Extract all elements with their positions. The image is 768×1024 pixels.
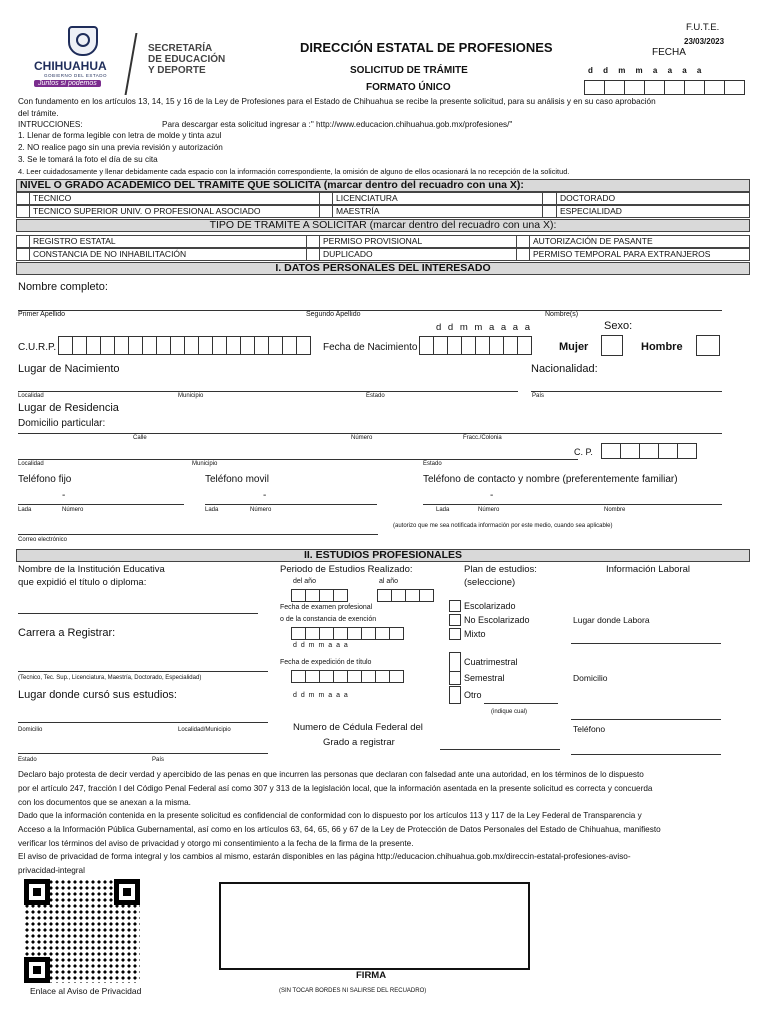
otro-line[interactable] xyxy=(484,703,558,704)
telefono-movil-label: Teléfono movil xyxy=(205,474,269,485)
plan-label: Plan de estudios: xyxy=(464,564,537,575)
primer-apellido-label: Primer Apellido xyxy=(18,311,66,318)
no-escolarizado-checkbox[interactable] xyxy=(449,614,461,626)
checkbox-licenciatura[interactable] xyxy=(319,192,333,205)
birth-date-letters: d d m m a a a a xyxy=(436,322,533,333)
checkbox-tecnico[interactable] xyxy=(16,192,30,205)
fecha-expedicion-label: Fecha de expedición de título xyxy=(280,659,372,666)
localidad-municipio-label: Localidad/Municipio xyxy=(178,727,231,733)
seleccione-label: (seleccione) xyxy=(464,577,516,588)
option-permiso-provisional: PERMISO PROVISIONAL xyxy=(319,235,517,248)
lugar-labora-label: Lugar donde Labora xyxy=(573,615,650,625)
otro-checkbox[interactable] xyxy=(449,686,461,704)
otro-label: Otro xyxy=(464,690,482,700)
al-anio-label: al año xyxy=(379,578,399,585)
option-licenciatura: LICENCIATURA xyxy=(332,192,543,205)
curp-boxes[interactable] xyxy=(58,336,310,355)
telefono-fijo-line[interactable] xyxy=(18,504,184,505)
telefono-lab-line[interactable] xyxy=(571,754,721,755)
logo-state-name: CHIHUAHUA xyxy=(34,59,107,73)
correo-label: Correo electrónico xyxy=(18,537,68,543)
fecha-nacimiento-boxes[interactable] xyxy=(419,336,531,355)
firma-note: (SIN TOCAR BORDES NI SALIRSE DEL RECUADRO) xyxy=(279,988,427,994)
tipo-heading: TIPO DE TRAMITE A SOLICITAR (marcar dentro del recuadro con una X): xyxy=(16,219,750,232)
municipio-res-label: Municipio xyxy=(192,461,218,467)
checkbox-permiso-temporal[interactable] xyxy=(516,248,530,261)
localidad-line[interactable] xyxy=(18,459,578,460)
domicilio-curso-label: Domicilio xyxy=(18,727,43,733)
firma-label: FIRMA xyxy=(356,970,387,981)
expedicion-date-letters: d d m m a a a xyxy=(293,692,349,699)
download-link-text: Para descargar esta solicitud ingresar a :" http://www.educacion.chihuahua.gob.mx/profesiones/" xyxy=(162,120,513,129)
instruction-4: 4. Leer cuidadosamente y llenar debidamente cada espacio con la información correspondiente, la omisión de alguno de ellos ocasionará la no recepción de la solicitud. xyxy=(18,167,570,176)
domicilio-lab-label: Domicilio xyxy=(573,673,608,683)
fecha-boxes[interactable] xyxy=(584,80,744,95)
telefono-lab-label: Teléfono xyxy=(573,724,606,734)
fecha-value: 23/03/2023 xyxy=(684,37,725,46)
option-tecnico-superior: TECNICO SUPERIOR UNIV. O PROFESIONAL ASOCIADO xyxy=(29,205,320,218)
fecha-nacimiento-label: Fecha de Nacimiento xyxy=(323,342,418,353)
shield-icon xyxy=(68,26,98,56)
datos-heading: I. DATOS PERSONALES DEL INTERESADO xyxy=(16,262,750,275)
estado-pais-line[interactable] xyxy=(18,753,268,754)
cp-boxes[interactable] xyxy=(601,443,696,459)
cp-label: C. P. xyxy=(574,447,593,457)
estado-curso-label: Estado xyxy=(18,757,37,763)
correo-line[interactable] xyxy=(18,534,378,535)
secretaria-logo xyxy=(148,43,225,76)
option-duplicado: DUPLICADO xyxy=(319,248,517,261)
cuatrimestral-label: Cuatrimestral xyxy=(464,657,518,667)
periodo-label: Periodo de Estudios Realizado: xyxy=(280,564,413,575)
form-code: F.U.T.E. xyxy=(686,22,720,33)
lada-contacto-label: Lada xyxy=(436,507,450,513)
declaracion-text-3: con los documentos que se anexan a la misma. xyxy=(18,798,191,807)
cedula-label: Numero de Cédula Federal del xyxy=(293,722,423,733)
confidencialidad-text: Dado que la información contenida en la presente solicitud es confidencial de conformidad con lo dispuesto por los artículos 113 y 117 de la Ley Federal de Transparencia y xyxy=(18,811,642,820)
mujer-label: Mujer xyxy=(559,341,589,353)
hombre-label: Hombre xyxy=(641,341,683,353)
telefono-movil-dash: - xyxy=(263,490,267,501)
qr-caption: Enlace al Aviso de Privacidad xyxy=(30,986,142,996)
option-especialidad: ESPECIALIDAD xyxy=(556,205,750,218)
checkbox-especialidad[interactable] xyxy=(542,205,557,218)
al-anio-boxes[interactable] xyxy=(377,589,433,602)
option-maestria: MAESTRÍA xyxy=(332,205,543,218)
autorizo-note: (autorizo que me sea notificada información por este medio, cuando sea aplicable) xyxy=(393,523,613,529)
instruction-2: 2. NO realice pago sin una previa revisión y autorización xyxy=(18,143,223,152)
mixto-label: Mixto xyxy=(464,629,486,639)
secretaria-line2: DE EDUCACIÓN xyxy=(148,54,226,65)
confidencialidad-text-3: verificar los términos del aviso de privacidad y otorgo mi consentimiento a la fecha de la firma de la presente. xyxy=(18,839,414,848)
lugar-nacimiento-line[interactable] xyxy=(18,391,518,392)
form-title: DIRECCIÓN ESTATAL DE PROFESIONES xyxy=(300,40,553,55)
qr-code-icon[interactable] xyxy=(24,879,140,983)
lugar-nacimiento-label: Lugar de Nacimiento xyxy=(18,363,120,375)
fecha-expedicion-boxes[interactable] xyxy=(291,670,403,683)
numero-fijo-label: Número xyxy=(62,507,84,513)
option-autorizacion: AUTORIZACIÓN DE PASANTE xyxy=(529,235,750,248)
instruction-3: 3. Se le tomará la foto el día de su cita xyxy=(18,155,158,164)
numero-contacto-label: Número xyxy=(478,507,500,513)
telefono-movil-line[interactable] xyxy=(205,504,377,505)
fecha-date-letters: d d m m a a a a xyxy=(588,66,704,75)
curp-label: C.U.R.P. xyxy=(18,342,57,353)
lada-label: Lada xyxy=(18,507,32,513)
cedula-label-cont: Grado a registrar xyxy=(323,737,395,748)
localidad-res-label: Localidad xyxy=(18,461,44,467)
logo-subtitle: GOBIERNO DEL ESTADO xyxy=(44,73,108,78)
institucion-line[interactable] xyxy=(18,613,258,614)
numero-movil-label: Número xyxy=(250,507,272,513)
option-constancia: CONSTANCIA DE NO INHABILITACIÓN xyxy=(29,248,320,261)
nacionalidad-label: Nacionalidad: xyxy=(531,363,598,375)
mixto-checkbox[interactable] xyxy=(449,628,461,640)
firma-box[interactable] xyxy=(219,882,530,970)
carrera-line[interactable] xyxy=(18,671,268,672)
telefono-fijo-dash: - xyxy=(62,490,66,501)
estado-res-label: Estado xyxy=(423,461,442,467)
cedula-line[interactable] xyxy=(440,749,560,750)
telefono-contacto-label: Teléfono de contacto y nombre (preferentemente familiar) xyxy=(423,474,678,485)
examen-date-letters: d d m m a a a xyxy=(293,642,349,649)
info-laboral-label: Información Laboral xyxy=(606,564,690,575)
instruction-1: 1. Llenar de forma legible con letra de molde y tinta azul xyxy=(18,131,222,140)
aviso-privacidad-text: El aviso de privacidad de forma integral y los cambios al mismo, estarán disponibles en las página http://educacion.chihuahua.gob.mx/direccin-estatal-profesiones-aviso- xyxy=(18,852,631,861)
lugar-curso-label: Lugar donde cursó sus estudios: xyxy=(18,689,177,701)
institucion-label: Nombre de la Institución Educativa xyxy=(18,564,165,575)
hombre-checkbox[interactable] xyxy=(696,335,720,356)
option-tecnico: TECNICO xyxy=(29,192,320,205)
lugar-residencia-label: Lugar de Residencia xyxy=(18,402,119,414)
no-escolarizado-label: No Escolarizado xyxy=(464,615,530,625)
checkbox-doctorado[interactable] xyxy=(542,192,557,205)
nombre-line[interactable] xyxy=(18,310,722,311)
confidencialidad-text-2: Acceso a la Información Pública Gubernamental, así como en los artículos 63, 64, 65, 66 y 67 de la Ley de Protección de Datos Personales del Estado de Chihuahua, manifiesto xyxy=(18,825,661,834)
telefono-contacto-line[interactable] xyxy=(423,504,722,505)
checkbox-registro[interactable] xyxy=(16,235,30,248)
instructions-label: INTRUCCIONES: xyxy=(18,120,83,129)
fecha-examen-label: Fecha de examen profesional xyxy=(280,604,373,611)
nombre-contacto-label: Nombre xyxy=(604,507,626,513)
intro-text: Con fundamento en los artículos 13, 14, 15 y 16 de la Ley de Profesiones para el Estado de Chihuahua se recibe la presente solicitud, para su análisis y en su caso aprobación xyxy=(18,97,656,106)
fecha-examen-boxes[interactable] xyxy=(291,627,403,640)
aviso-privacidad-text-2: privacidad-integral xyxy=(18,866,85,875)
telefono-fijo-label: Teléfono fijo xyxy=(18,474,72,485)
carrera-label: Carrera a Registrar: xyxy=(18,627,116,639)
option-permiso-temporal: PERMISO TEMPORAL PARA EXTRANJEROS xyxy=(529,248,750,261)
form-type: FORMATO ÚNICO xyxy=(366,82,451,93)
segundo-apellido-label: Segundo Apellido xyxy=(306,311,361,318)
semestral-label: Semestral xyxy=(464,673,505,683)
domicilio-lab-line[interactable] xyxy=(571,719,721,720)
logo-slogan: Juntos sí podemos xyxy=(34,80,101,87)
localidad-label: Localidad xyxy=(18,393,44,399)
pais-curso-label: País xyxy=(152,757,165,763)
nivel-heading: NIVEL O GRADO ACADEMICO DEL TRAMITE QUE SOLICITA (marcar dentro del recuadro con una X): xyxy=(16,179,750,192)
estado-label: Estado xyxy=(366,393,385,399)
lugar-curso-line[interactable] xyxy=(18,722,268,723)
del-anio-boxes[interactable] xyxy=(291,589,347,602)
estudios-heading: II. ESTUDIOS PROFESIONALES xyxy=(16,549,750,562)
escolarizado-checkbox[interactable] xyxy=(449,600,461,612)
lada-movil-label: Lada xyxy=(205,507,219,513)
del-anio-label: del año xyxy=(293,578,316,585)
telefono-contacto-dash: - xyxy=(490,490,494,501)
intro-text-cont: del trámite. xyxy=(18,109,59,118)
lugar-labora-line[interactable] xyxy=(571,643,721,644)
semestral-checkbox[interactable] xyxy=(449,671,461,685)
escolarizado-label: Escolarizado xyxy=(464,601,516,611)
checkbox-maestria[interactable] xyxy=(319,205,333,218)
nombre-completo-label: Nombre completo: xyxy=(18,281,108,293)
checkbox-autorizacion[interactable] xyxy=(516,235,530,248)
colonia-label: Fracc./Colonia xyxy=(463,435,502,441)
option-doctorado: DOCTORADO xyxy=(556,192,750,205)
checkbox-permiso-provisional[interactable] xyxy=(306,235,320,248)
nombres-label: Nombre(s) xyxy=(545,311,579,318)
secretaria-line1: SECRETARÍA xyxy=(148,43,213,54)
checkbox-constancia[interactable] xyxy=(16,248,30,261)
secretaria-line3: Y DEPORTE xyxy=(148,65,206,76)
numero-label: Número xyxy=(351,435,373,441)
mujer-checkbox[interactable] xyxy=(601,335,623,356)
sexo-label: Sexo: xyxy=(604,320,633,332)
declaracion-text: Declaro bajo protesta de decir verdad y apercibido de las penas en que incurren las personas que declaran con falsedad ante una autoridad, en los términos de lo dispuesto xyxy=(18,770,644,779)
fecha-label: FECHA xyxy=(652,47,686,58)
option-registro: REGISTRO ESTATAL xyxy=(29,235,320,248)
form-subtitle: SOLICITUD DE TRÁMITE xyxy=(350,65,468,76)
domicilio-line[interactable] xyxy=(18,433,722,434)
niveles-note: (Tecnico, Tec. Sup., Licenciatura, Maestría, Doctorado, Especialidad) xyxy=(18,675,202,681)
fecha-examen-label-cont: o de la constancia de exención xyxy=(280,616,377,623)
municipio-label: Municipio xyxy=(178,393,204,399)
checkbox-tecnico-superior[interactable] xyxy=(16,205,30,218)
checkbox-duplicado[interactable] xyxy=(306,248,320,261)
declaracion-text-2: por el artículo 247, fracción I del Código Penal Federal así como 307 y 313 de la legislación local, que la información asentada en la presente solicitud es correcta y concuerda xyxy=(18,784,653,793)
indique-label: (indique cual) xyxy=(491,709,528,715)
nacionalidad-line[interactable] xyxy=(531,391,722,392)
domicilio-label: Domicilio particular: xyxy=(18,418,106,429)
pais-label: País xyxy=(532,393,545,399)
calle-label: Calle xyxy=(133,435,147,441)
institucion-label-cont: que expidió el título o diploma: xyxy=(18,577,147,588)
